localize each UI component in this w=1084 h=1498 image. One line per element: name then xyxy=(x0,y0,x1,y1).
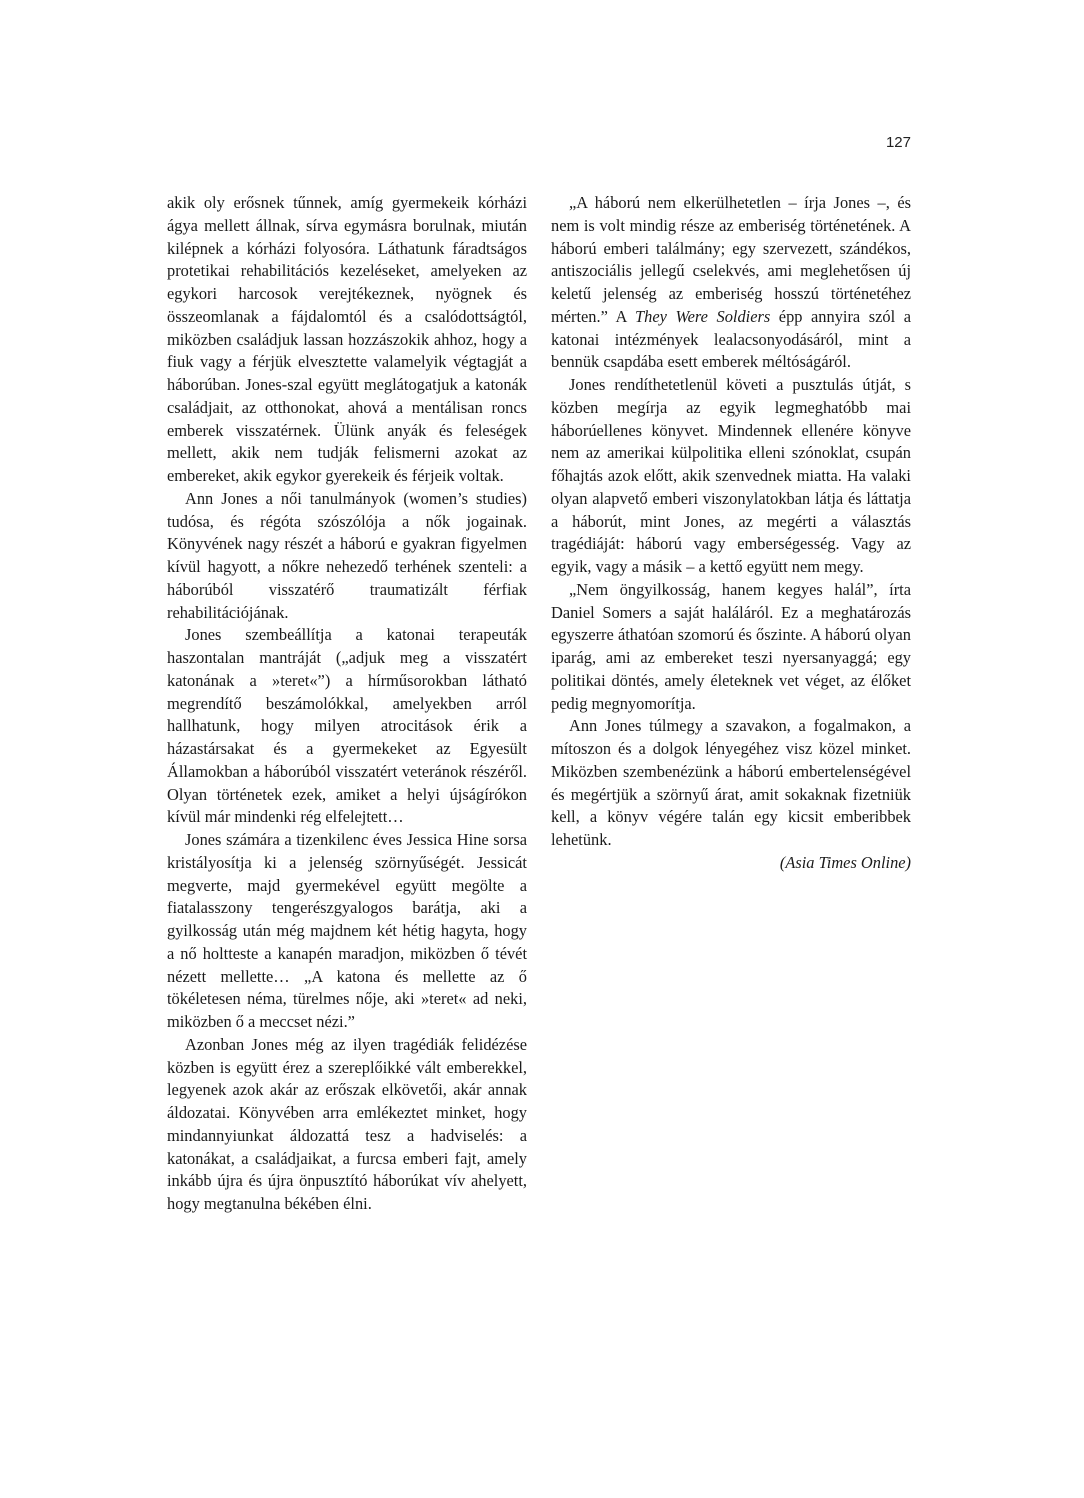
body-paragraph: Ann Jones a női tanulmányok (women’s studies) tudósa, és régóta szószólója a nők jogainak. Könyvének nagy részét a háború e gyakran figyelmen kívül hagyott, a nőkre nehezedő terhének szenteli: a háborúból visszatérő traumatizált férfiak rehabilitációjának. xyxy=(167,488,527,622)
body-paragraph: Jones szembeállítja a katonai terapeuták haszontalan mantráját („adjuk meg a visszatért katonának a »teret«”) a hírműsorokban látható megrendítő beszámolókkal, amelyekben arról hallhatunk, hogy milyen atrocitások érik a házastársakat és a gyermekeket az Egyesült Államokban a háborúból visszatért veteránok részéről. Olyan történetek ezek, amiket a helyi újságírókon kívül már mindenki rég elfelejtett… xyxy=(167,625,527,827)
body-paragraph: Jones rendíthetetlenül követi a pusztulás útját, s közben megírja az egyik legmeghatóbb mai háborúellenes könyvet. Mindennek ellenére könyve nem az amerikai külpolitika elleni szónoklat, csupán főhajtás azok előtt, akik szenvednek miatta. Ha valaki olyan alapvető emberi viszonylatokban látja és láttatja a háborút, mint Jones, az megérti a választás tragédiáját: háború vagy emberségesség. Vagy az egyik, vagy a másik – a kettő együtt nem megy. xyxy=(551,375,911,576)
right-column xyxy=(551,192,911,875)
body-paragraph: akik oly erősnek tűnnek, amíg gyermekeik kórházi ágya mellett állnak, sírva egymásra borulnak, miután kilépnek a kórházi folyosóra. Láthatunk fáradtságos protetikai rehabilitációs kezeléseket, amelyeken az egykori harcosok verejtékeznek, nyögnek és összeomlanak a fájdalomtól és a csalódottságtól, miközben családjuk lassan hozzászokik ahhoz, hogy a fiuk vagy a férjük elvesztette valamelyik végtagját a háborúban. Jones-szal együtt meglátogatjuk a katonák családjait, az otthonokat, ahová a mentálisan roncs emberek visszatérnek. Ülünk anyák és feleségek mellett, akik nem tudják felismerni azokat az embereket, akik egykor gyerekeik és férjeik voltak. xyxy=(167,193,527,485)
body-paragraph xyxy=(551,192,911,374)
source-attribution: (Asia Times Online) xyxy=(779,852,911,872)
body-paragraph: Ann Jones túlmegy a szavakon, a fogalmakon, a mítoszon és a dolgok lényegéhez visz közel minket. Miközben szembenézünk a háború embertelenségével és megértjük a szörnyű árat, amit sokaknak fizetniük kell, a könyv végére talán egy kicsit emberibbek lehetünk. xyxy=(551,716,911,849)
body-paragraph: „Nem öngyilkosság, hanem kegyes halál”, írta Daniel Somers a saját haláláról. Ez a meghatározás egyszerre áthatóan szomorú és őszinte. A háború olyan iparág, ami az embereket teszi nyersanyaggá; egy politikai döntés, amely életeknek vet véget, az élőket pedig megnyomorítja. xyxy=(551,579,911,713)
body-paragraph: Azonban Jones még az ilyen tragédiák felidézése közben is együtt érez a szereplőikké vált emberekkel, legyenek azok akár az erőszak elkövetői, akár annak áldozatai. Könyvében arra emlékeztet minket, hogy mindannyiunkat áldozattá tesz a hadviselés: a katonákat, a családjaikat, a furcsa emberi fajt, amely inkább újra és újra önpusztító háborúkat vív ahelyett, hogy megtanulna békében élni. xyxy=(167,1034,527,1213)
paragraph-text: épp annyira szól a katonai intézmények lealacsonyodásáról, mint a bennük csapdába esett emberek méltóságáról. xyxy=(551,306,911,372)
body-paragraph: Jones számára a tizenkilenc éves Jessica Hine sorsa kristályosítja ki a jelenség szörnyűségét. Jessicát megverte, majd gyermekével együtt megölte a fiatalasszony tengerészgyalogos barátja, aki a gyilkosság után még majdnem két hétig hagyta, hogy a nő holtteste a kanapén maradjon, miközben ő tévét nézett mellette… „A katona és mellette az ő tökéletesen néma, türelmes nője, aki »teret« ad neki, miközben ő a meccset nézi.” xyxy=(167,830,527,1031)
book-title: They Were Soldiers xyxy=(635,306,771,326)
left-column xyxy=(167,192,527,1216)
page-number: 127 xyxy=(885,134,911,151)
paragraph-text: „A háború nem elkerülhetetlen – írja Jones –, és nem is volt mindig része az emberiség történetének. A háború emberi találmány; egy szervezett, szándékos, antiszociális jellegű cselekvés, ami meglehetősen új keletű jelenség az emberiség hosszú történetéhez mérten.” A xyxy=(551,193,911,326)
